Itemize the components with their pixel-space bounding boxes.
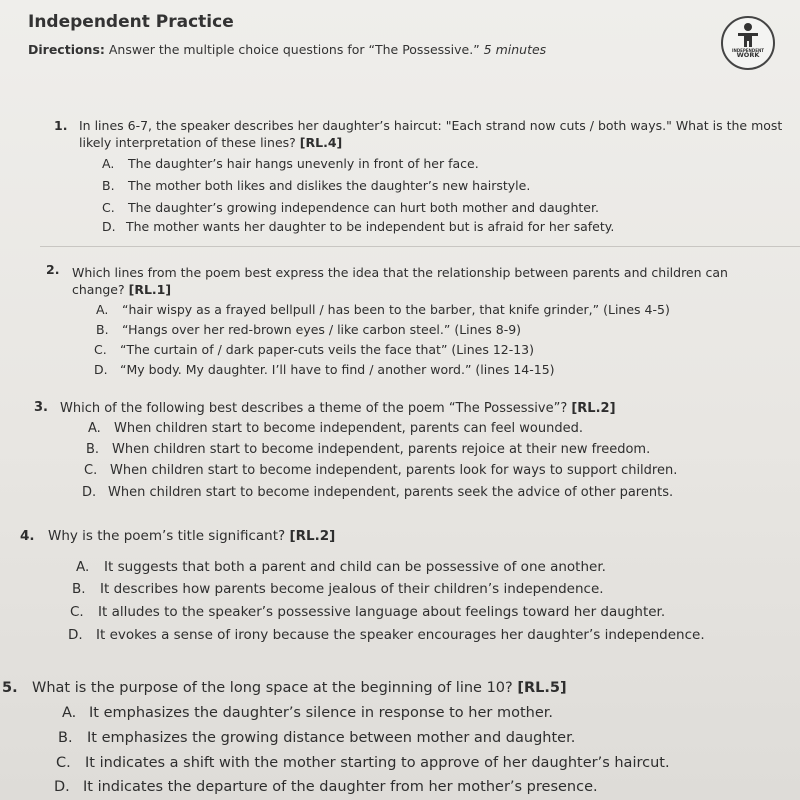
question-number: 2. (46, 262, 60, 277)
question-text: What is the purpose of the long space at the beginning of line 10? (32, 680, 518, 696)
option-text: It emphasizes the growing distance between mother and daughter. (87, 730, 576, 746)
question-text: Why is the poem’s title significant? (48, 528, 290, 544)
directions-label: Directions: (28, 42, 105, 57)
option-letter: B. (72, 581, 86, 597)
option-letter: B. (102, 178, 115, 193)
option-letter: C. (70, 604, 84, 620)
standard-tag: [RL.2] (289, 528, 336, 544)
question-number: 5. (2, 680, 18, 696)
option-text: When children start to become independent, parents look for ways to support children. (110, 463, 678, 478)
option-letter: A. (102, 156, 115, 171)
option-text: It alludes to the speaker’s possessive language about feelings toward her daughter. (98, 604, 666, 620)
option-letter: B. (58, 730, 73, 746)
option-text: The daughter’s growing independence can hurt both mother and daughter. (128, 200, 599, 215)
question-text: Which of the following best describes a theme of the poem “The Possessive”? (60, 401, 572, 416)
question-text-line-1 (32, 680, 567, 696)
option-text: When children start to become independent, parents rejoice at their new freedom. (112, 442, 651, 457)
question-text: likely interpretation of these lines? (79, 135, 300, 150)
page-title: Independent Practice (28, 12, 234, 32)
option-letter: D. (102, 219, 116, 234)
badge-label: WORK (736, 51, 760, 59)
option-text: It indicates the departure of the daughter from her mother’s presence. (83, 779, 598, 795)
person-icon (734, 22, 762, 48)
option-letter: C. (94, 342, 107, 357)
option-letter: D. (82, 485, 97, 500)
option-letter: C. (84, 463, 98, 478)
question-number: 4. (20, 528, 35, 544)
option-text: “Hangs over her red-brown eyes / like carbon steel.” (Lines 8-9) (122, 322, 522, 337)
directions-text: Answer the multiple choice questions for “The Possessive.” (104, 42, 484, 57)
question-text-line-2 (79, 135, 342, 150)
question-text-line-2 (72, 282, 171, 297)
option-letter: C. (102, 200, 115, 215)
standard-tag: [RL.5] (517, 680, 567, 696)
option-letter: A. (76, 559, 90, 575)
option-text: The mother both likes and dislikes the daughter’s new hairstyle. (128, 178, 531, 193)
option-text: When children start to become independent, parents seek the advice of other parents. (108, 485, 674, 500)
option-text: The daughter’s hair hangs unevenly in front of her face. (128, 156, 479, 171)
question-text-line-1: Which lines from the poem best express the idea that the relationship between parents and children can (72, 265, 728, 280)
option-text: “hair wispy as a frayed bellpull / has been to the barber, that knife grinder,” (Lines 4-5) (122, 302, 670, 317)
option-text: It evokes a sense of irony because the speaker encourages her daughter’s independence. (96, 627, 705, 643)
option-text: When children start to become independent, parents can feel wounded. (114, 421, 583, 436)
option-letter: D. (54, 779, 70, 795)
option-letter: A. (88, 421, 101, 436)
directions (28, 42, 546, 57)
option-letter: C. (56, 755, 71, 771)
question-text: change? (72, 282, 129, 297)
option-letter: D. (94, 362, 108, 377)
option-letter: B. (86, 442, 100, 457)
question-text-line-1 (48, 528, 335, 544)
standard-tag: [RL.2] (571, 401, 616, 416)
option-text: “My body. My daughter. I’ll have to find / another word.” (lines 14-15) (120, 362, 555, 377)
divider (40, 246, 800, 247)
independent-work-badge (721, 16, 775, 70)
question-text-line-1 (60, 401, 616, 416)
standard-tag: [RL.4] (299, 135, 343, 150)
standard-tag: [RL.1] (128, 282, 172, 297)
option-text: The mother wants her daughter to be independent but is afraid for her safety. (126, 219, 615, 234)
option-text: It indicates a shift with the mother starting to approve of her daughter’s haircut. (85, 755, 670, 771)
question-number: 1. (54, 118, 68, 133)
option-text: It describes how parents become jealous of their children’s independence. (100, 581, 604, 597)
option-text: “The curtain of / dark paper-cuts veils the face that” (Lines 12-13) (120, 342, 535, 357)
question-text-line-1: In lines 6-7, the speaker describes her daughter’s haircut: "Each strand now cuts / both ways." What is the most (79, 118, 783, 133)
badge-small-label: INDEPENDENT (731, 48, 765, 53)
option-text: It suggests that both a parent and child can be possessive of one another. (104, 559, 606, 575)
option-letter: A. (96, 302, 109, 317)
question-number: 3. (34, 400, 48, 415)
option-letter: D. (68, 627, 83, 643)
time-limit: 5 minutes (483, 42, 547, 57)
option-text: It emphasizes the daughter’s silence in response to her mother. (89, 705, 553, 721)
option-letter: B. (96, 322, 109, 337)
option-letter: A. (62, 705, 77, 721)
